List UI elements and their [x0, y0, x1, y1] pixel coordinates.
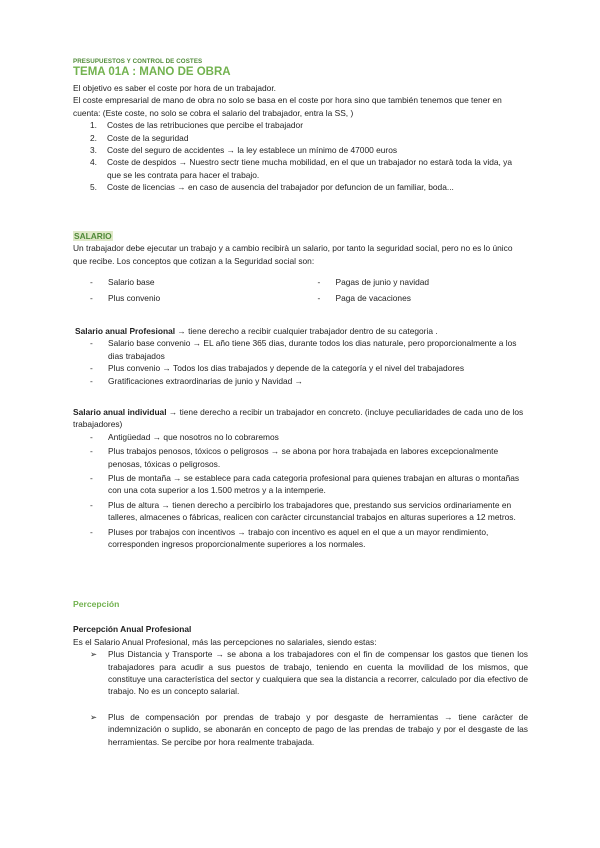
list-item-text: Pluses por trabajos con incentivos → trabajo con incentivo es aquel en el que a un mayor rendimiento, corresponden ingresos proporcionalmente superiores a los normales.: [108, 526, 489, 550]
dash-bullet: -: [90, 526, 93, 537]
anual-prof-text: → tiene derecho a recibir cualquier trabajador dentro de su categoria .: [175, 326, 438, 336]
intro-line-1: El objetivo es saber el coste por hora de un trabajador.: [73, 83, 276, 93]
list-item: [73, 181, 528, 193]
list-item: [73, 132, 528, 144]
list-item: [73, 362, 528, 374]
list-item: [73, 499, 528, 524]
dash-bullet: -: [90, 431, 93, 442]
list-item: [73, 144, 528, 156]
list-number: 5.: [90, 182, 97, 193]
dash-bullet: -: [317, 292, 321, 303]
arrow-bullet-icon: ➢: [90, 649, 98, 660]
salario-text: Un trabajador debe ejecutar un trabajo y a cambio recibirà un salario, por tanto la seguridad social, pero no es lo único que recibe. Los conceptos que cotizan a la Seguridad social son:: [73, 243, 513, 266]
list-item-text: Gratificaciones extraordinarias de junio y Navidad →: [108, 375, 304, 386]
dash-bullet: -: [90, 499, 93, 510]
salario-heading: SALARIO: [74, 231, 112, 241]
list-item: [73, 276, 301, 288]
list-item-text: Costes de las retribuciones que percibe el trabajador: [107, 120, 303, 131]
dash-bullet: -: [90, 446, 93, 457]
list-item-text: Coste de licencias → en caso de ausencia del trabajador por defuncion de un familiar, boda...: [107, 182, 454, 193]
salario-anual-profesional: [73, 325, 528, 387]
course-kicker: PRESUPUESTOS Y CONTROL DE COSTES: [73, 58, 203, 65]
list-item: [73, 711, 528, 748]
list-item-text: Plus de altura → tienen derecho a percibirlo los trabajadores que, prestando sus servicios ordinariamente en talleres, almacenes o fábricas, realicen con caràcter circunstancial trabajos en alturas superiores a 12 metros.: [108, 499, 516, 523]
list-item-text: Plus convenio: [108, 292, 161, 303]
percepcion-text: Es el Salario Anual Profesional, más las percepciones no salariales, siendo estas:: [73, 636, 377, 647]
list-item: [73, 156, 528, 181]
dash-bullet: -: [90, 277, 93, 288]
list-item: [73, 472, 528, 497]
list-item: [73, 375, 528, 387]
dash-bullet: -: [317, 277, 321, 288]
list-item: [73, 526, 528, 551]
intro-line-2: El coste empresarial de mano de obra no solo se basa en el coste por hora sino que también tenemos que tener en cuenta: (Este coste, no solo se cobra el salario del trabajador, entra la SS, ): [73, 95, 502, 118]
dash-bullet: -: [90, 375, 93, 386]
list-item: [73, 431, 528, 443]
list-item-text: Coste del seguro de accidentes → la ley establece un mínimo de 47000 euros: [107, 145, 398, 156]
list-item-text: Paga de vacaciones: [335, 292, 411, 303]
list-item-text: Plus de compensación por prendas de trabajo y por desgaste de herramientas → tiene caràcter de indemnización o suplido, se abonarán en concepto de pago de las prendas de trabajo y por el desgaste de las herramientas. Se percibe por hora realmente trabajada.: [108, 711, 528, 747]
cotizan-column-2: [301, 276, 529, 304]
percepcion-subheading: Percepción Anual Profesional: [73, 624, 192, 635]
list-number: 3.: [90, 145, 97, 156]
cost-list: [73, 119, 528, 193]
list-number: 2.: [90, 132, 97, 143]
salario-section: [73, 230, 528, 304]
salario-anual-individual: [73, 406, 528, 550]
list-number: 4.: [90, 157, 97, 168]
list-item-text: Salario base: [108, 277, 155, 288]
list-item: [73, 119, 528, 131]
cotizan-column-1: [73, 276, 301, 304]
list-item-text: Salario base convenio → EL año tiene 365 dias, durante todos los dias naturale, pero proporcionalmente a los dias trabajados: [108, 338, 517, 361]
list-item: [73, 445, 528, 470]
list-item: [73, 292, 301, 304]
list-item: [301, 276, 529, 288]
anual-ind-label: Salario anual individual: [73, 407, 167, 417]
dash-bullet: -: [90, 292, 93, 303]
list-item-text: Plus Distancia y Transporte → se abona a los trabajadores con el fin de compensar los gastos que tienen los trabajadores para acudir a sus puestos de trabajo, teniendo en cuenta la movilidad de los mismos, que constituye una característica del sector y cualquiera que sea la distancia a recorrer, calculado por dia efectivo de trabajo. No es un concepto salarial.: [108, 649, 528, 697]
cotizan-columns: [73, 276, 528, 304]
anual-prof-label: Salario anual Profesional: [75, 326, 176, 336]
percepcion-section: [73, 598, 528, 748]
page-title: TEMA 01A : MANO DE OBRA: [73, 66, 231, 78]
list-item: [73, 337, 528, 362]
dash-bullet: -: [90, 338, 93, 349]
list-number: 1.: [90, 120, 97, 131]
list-item-text: Plus convenio → Todos los dias trabajados y depende de la categoría y el nivel del trabajadores: [108, 363, 465, 374]
anual-ind-text: → tiene derecho a recibir un trabajador en concreto. (incluye peculiaridades de cada uno de los trabajadores): [73, 407, 524, 430]
list-item-text: Plus trabajos penosos, tóxicos o peligrosos → se abona por hora trabajada en labores excepcionalmente penosas, tóxicas o peligrosos.: [108, 446, 499, 469]
list-item: [73, 648, 528, 698]
percepcion-heading: Percepción: [73, 599, 120, 609]
list-item-text: Coste de despidos → Nuestro sectr tiene mucha mobilidad, en el que un trabajador no estarà toda la vida, ya que se les contrata para hacer el trabajo.: [107, 157, 513, 180]
list-item-text: Plus de montaña → se establece para cada categoria profesional para quienes trabajan en alturas o montañas con una cota superior a los 1.500 metros y a la intemperie.: [108, 473, 520, 496]
list-item-text: Antigüedad → que nosotros no lo cobraremos: [108, 431, 279, 442]
dash-bullet: -: [90, 473, 93, 484]
arrow-bullet-icon: ➢: [90, 711, 98, 722]
list-item-text: Pagas de junio y navidad: [335, 277, 430, 288]
list-item-text: Coste de la seguridad: [107, 132, 189, 143]
intro-section: [73, 82, 528, 194]
list-item: [301, 292, 529, 304]
dash-bullet: -: [90, 363, 93, 374]
